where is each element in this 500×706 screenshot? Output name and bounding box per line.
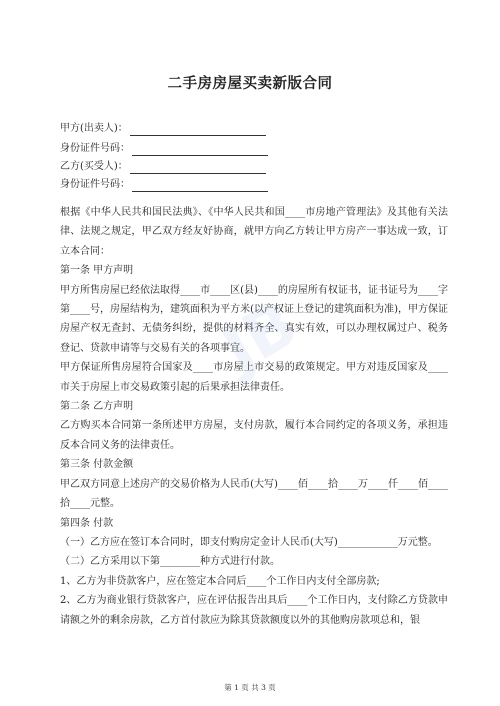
buyer-id-line: [60, 178, 268, 192]
seller-label: 甲方(出卖人)：: [60, 123, 128, 134]
article-4-heading: 第四条 付款: [60, 517, 114, 529]
article-2-heading: 第二条 乙方声明: [60, 401, 134, 413]
watermark-logo: JB: [210, 286, 310, 388]
contract-title: 二手房房屋买卖新版合同: [167, 76, 333, 92]
preamble-paragraph: 根据《中华人民共和国民法典》、《中华人民共和国____市房地产管理法》及其他有关法律、法规之规定，甲乙双方经友好协商，就甲方向乙方转让甲方房产一事达成一致，订立本合同：: [60, 207, 448, 257]
article-1-paragraph-1: 甲方所售房屋已经依法取得____市____区(县)____的房屋所有权证书，证书证号为____字第____号，房屋结构为，建筑面积为平方米(以产权证上登记的建筑面积为准)，甲方保证房屋产权无查封、无债务纠纷，提供的材料齐全、真实有效，可以办理权属过户、税务登记、贷款申请等与交易有关的各项事宜。: [60, 284, 448, 354]
article-4-item-1: （一）乙方应在签订本合同时，即支付购房定金计人民币(大写)____________万元整。: [60, 536, 438, 548]
buyer-blank[interactable]: [130, 162, 266, 174]
buyer-line: [60, 160, 266, 174]
article-2-paragraph: 乙方购买本合同第一条所述甲方房屋，支付房款，履行本合同约定的各项义务，承担违反本合同义务的法律责任。: [60, 420, 448, 451]
buyer-id-label: 身份证件号码：: [60, 179, 130, 190]
article-3-paragraph: 甲乙双方同意上述房产的交易价格为人民币(大写)____佰____拾____万____仟____佰____拾____元整。: [60, 478, 448, 510]
seller-line: [60, 122, 266, 136]
article-1-heading: 第一条 甲方声明: [60, 265, 134, 277]
seller-id-line: [60, 142, 268, 156]
article-1-paragraph-2: 甲方保证所售房屋符合国家及____市房屋上市交易的政策规定。甲方对违反国家及____市关于房屋上市交易政策引起的后果承担法律责任。: [60, 362, 448, 393]
seller-id-label: 身份证件号码：: [60, 143, 130, 154]
article-4-option-2: 2、乙方为商业银行贷款客户，应在评估报告出具后____个工作日内，支付除乙方贷款申请额之外的剩余房款，乙方首付款应为除其贷款额度以外的其他购房款项总和，银: [60, 595, 448, 626]
article-3-heading: 第三条 付款金额: [60, 459, 134, 471]
page-footer: 第 1 页 共 3 页: [224, 683, 276, 692]
article-4-option-1: 1、乙方为非贷款客户，应在签定本合同后____个工作日内支付全部房款;: [60, 575, 380, 587]
buyer-label: 乙方(买受人)：: [60, 161, 128, 172]
seller-id-blank[interactable]: [132, 144, 268, 156]
buyer-id-blank[interactable]: [132, 180, 268, 192]
article-4-item-2: （二）乙方采用以下第________种方式进行付款。: [60, 556, 280, 568]
contract-body: [60, 203, 448, 630]
seller-blank[interactable]: [130, 124, 266, 136]
